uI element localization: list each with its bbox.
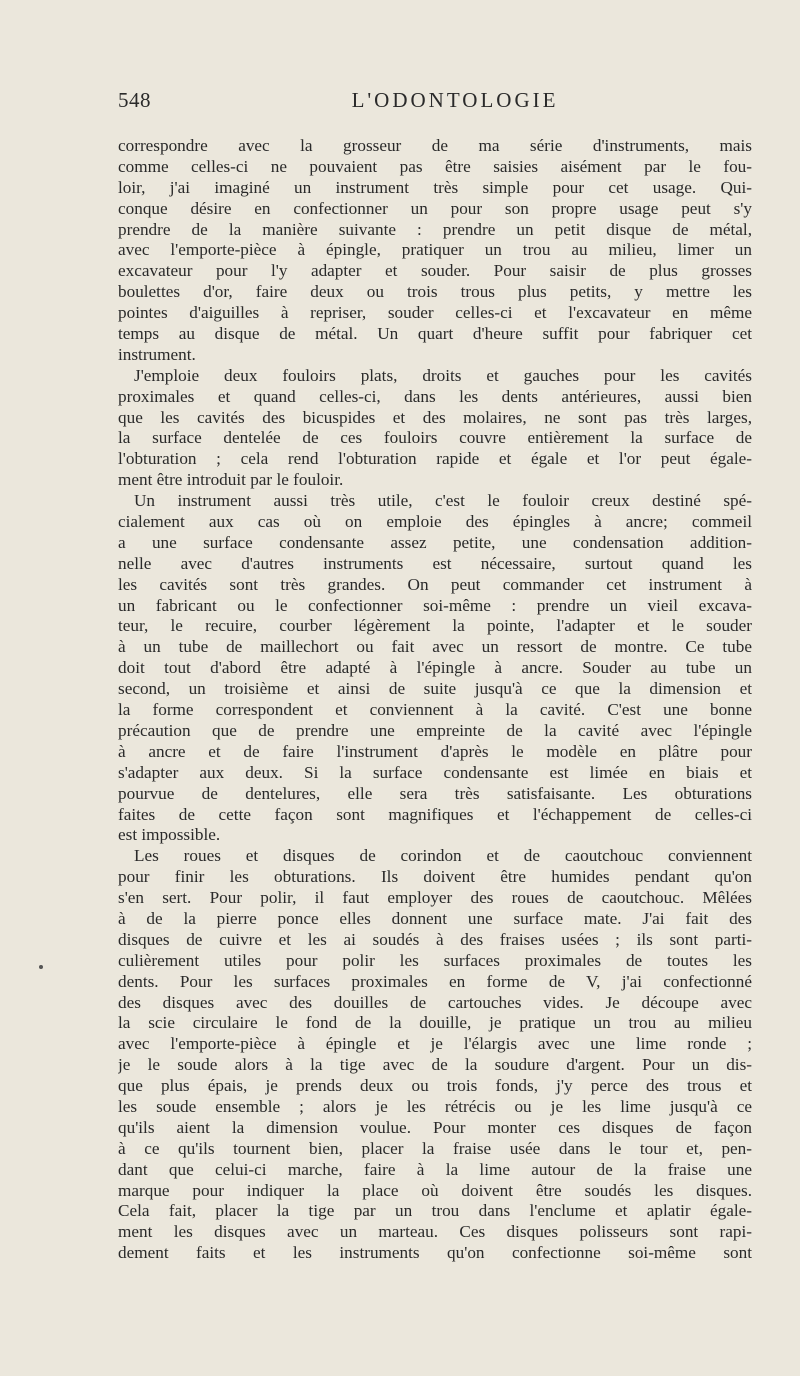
text-line: teur, le recuire, courber légèrement la pointe, l'adapter et le souder	[118, 616, 752, 636]
text-line: Cela fait, placer la tige par un trou dans l'enclume et aplatir égale-	[118, 1201, 752, 1221]
text-line: dents. Pour les surfaces proximales en forme de V, j'ai confectionné	[118, 971, 752, 991]
text-line: pointes d'aiguilles à repriser, souder celles-ci et l'excavateur en même	[118, 303, 752, 323]
text-line: précaution que de prendre une empreinte de la cavité avec l'épingle	[118, 720, 752, 740]
text-line: Les roues et disques de corindon et de caoutchouc conviennent	[134, 846, 752, 866]
text-line: les soude ensemble ; alors je les rétrécis ou je les lime jusqu'à ce	[118, 1096, 752, 1116]
text-line: loir, j'ai imaginé un instrument très simple pour cet usage. Qui-	[118, 177, 752, 197]
text-line: que les cavités des bicuspides et des molaires, ne sont pas très larges,	[118, 407, 752, 427]
text-line: temps au disque de métal. Un quart d'heure suffit pour fabriquer cet	[118, 324, 752, 344]
text-line: marque pour indiquer la place où doivent être soudés les disques.	[118, 1180, 752, 1200]
text-line: faites de cette façon sont magnifiques et l'échappement de celles-ci	[118, 804, 752, 824]
text-line: comme celles-ci ne pouvaient pas être saisies aisément par le fou-	[118, 156, 752, 176]
text-line: l'obturation ; cela rend l'obturation rapide et égale et l'or peut égale-	[118, 449, 752, 469]
text-line: doit tout d'abord être adapté à l'épingle à ancre. Souder au tube un	[118, 658, 752, 678]
text-line: disques de cuivre et les ai soudés à des fraises usées ; ils sont parti-	[118, 929, 752, 949]
text-line: pour finir les obturations. Ils doivent être humides pendant qu'on	[118, 867, 752, 887]
text-line: la surface dentelée de ces fouloirs couvre entièrement la surface de	[118, 428, 752, 448]
page-header	[118, 88, 752, 118]
margin-mark	[39, 965, 43, 969]
text-line: à un tube de maillechort ou fait avec un ressort de montre. Ce tube	[118, 637, 752, 657]
page-number: 548	[118, 88, 151, 112]
text-line: à ce qu'ils tournent bien, placer la fraise usée dans le tour et, pen-	[118, 1138, 752, 1158]
text-line: dant que celui-ci marche, faire à la lime autour de la fraise une	[118, 1159, 752, 1179]
text-line: je le soude alors à la tige avec de la soudure d'argent. Pour un dis-	[118, 1055, 752, 1075]
text-line: à ancre et de faire l'instrument d'après le modèle en plâtre pour	[118, 741, 752, 761]
text-line: correspondre avec la grosseur de ma série d'instruments, mais	[118, 136, 752, 155]
text-line: s'en sert. Pour polir, il faut employer des roues de caoutchouc. Mêlées	[118, 888, 752, 908]
text-line: pourvue de dentelures, elle sera très satisfaisante. Les obturations	[118, 783, 752, 803]
text-line: que plus épais, je prends deux ou trois fonds, j'y perce des trous et	[118, 1076, 752, 1096]
text-line: boulettes d'or, faire deux ou trois trous plus petits, y mettre les	[118, 282, 752, 302]
text-line: des disques avec des douilles de cartouches vides. Je découpe avec	[118, 992, 752, 1012]
text-line: la forme correspondent et conviennent à la cavité. C'est une bonne	[118, 700, 752, 720]
text-line: cialement aux cas où on emploie des épingles à ancre; commeil	[118, 512, 752, 532]
text-line: J'emploie deux fouloirs plats, droits et gauches pour les cavités	[134, 365, 752, 385]
text-line: culièrement utiles pour polir les surfaces proximales de toutes les	[118, 950, 752, 970]
text-line: s'adapter aux deux. Si la surface condensante est limée en biais et	[118, 762, 752, 782]
text-line: proximales et quand celles-ci, dans les dents antérieures, aussi bien	[118, 386, 752, 406]
text-line: un fabricant ou le confectionner soi-même : prendre un vieil excava-	[118, 595, 752, 615]
text-line: ment les disques avec un marteau. Ces disques polisseurs sont rapi-	[118, 1222, 752, 1242]
text-line: prendre de la manière suivante : prendre un petit disque de métal,	[118, 219, 752, 239]
text-line: ment être introduit par le fouloir.	[118, 470, 344, 490]
text-line: à de la pierre ponce elles donnent une surface mate. J'ai fait des	[118, 908, 752, 928]
text-line: second, un troisième et ainsi de suite jusqu'à ce que la dimension et	[118, 679, 752, 699]
running-head: L'ODONTOLOGIE	[351, 88, 559, 112]
text-line: la scie circulaire le fond de la douille, je pratique un trou au milieu	[118, 1013, 752, 1033]
text-line: dement faits et les instruments qu'on confectionne soi-même sont	[118, 1243, 752, 1263]
text-line: est impossible.	[118, 825, 221, 845]
text-line: avec l'emporte-pièce à épingle, pratiquer un trou au milieu, limer un	[118, 240, 752, 260]
text-line: avec l'emporte-pièce à épingle et je l'élargis avec une lime ronde ;	[118, 1034, 752, 1054]
text-line: a une surface condensante assez petite, une condensation addition-	[118, 532, 752, 552]
text-line: qu'ils aient la dimension voulue. Pour monter ces disques de façon	[118, 1117, 752, 1137]
text-line: conque désire en confectionner un pour son propre usage peut s'y	[118, 198, 752, 218]
text-line: Un instrument aussi très utile, c'est le fouloir creux destiné spé-	[134, 491, 752, 511]
text-line: nelle avec d'autres instruments est nécessaire, surtout quand les	[118, 553, 752, 573]
text-line: excavateur pour l'y adapter et souder. Pour saisir de plus grosses	[118, 261, 752, 281]
body-text	[118, 136, 752, 1264]
text-line: instrument.	[118, 344, 196, 364]
text-line: les cavités sont très grandes. On peut commander cet instrument à	[118, 574, 752, 594]
